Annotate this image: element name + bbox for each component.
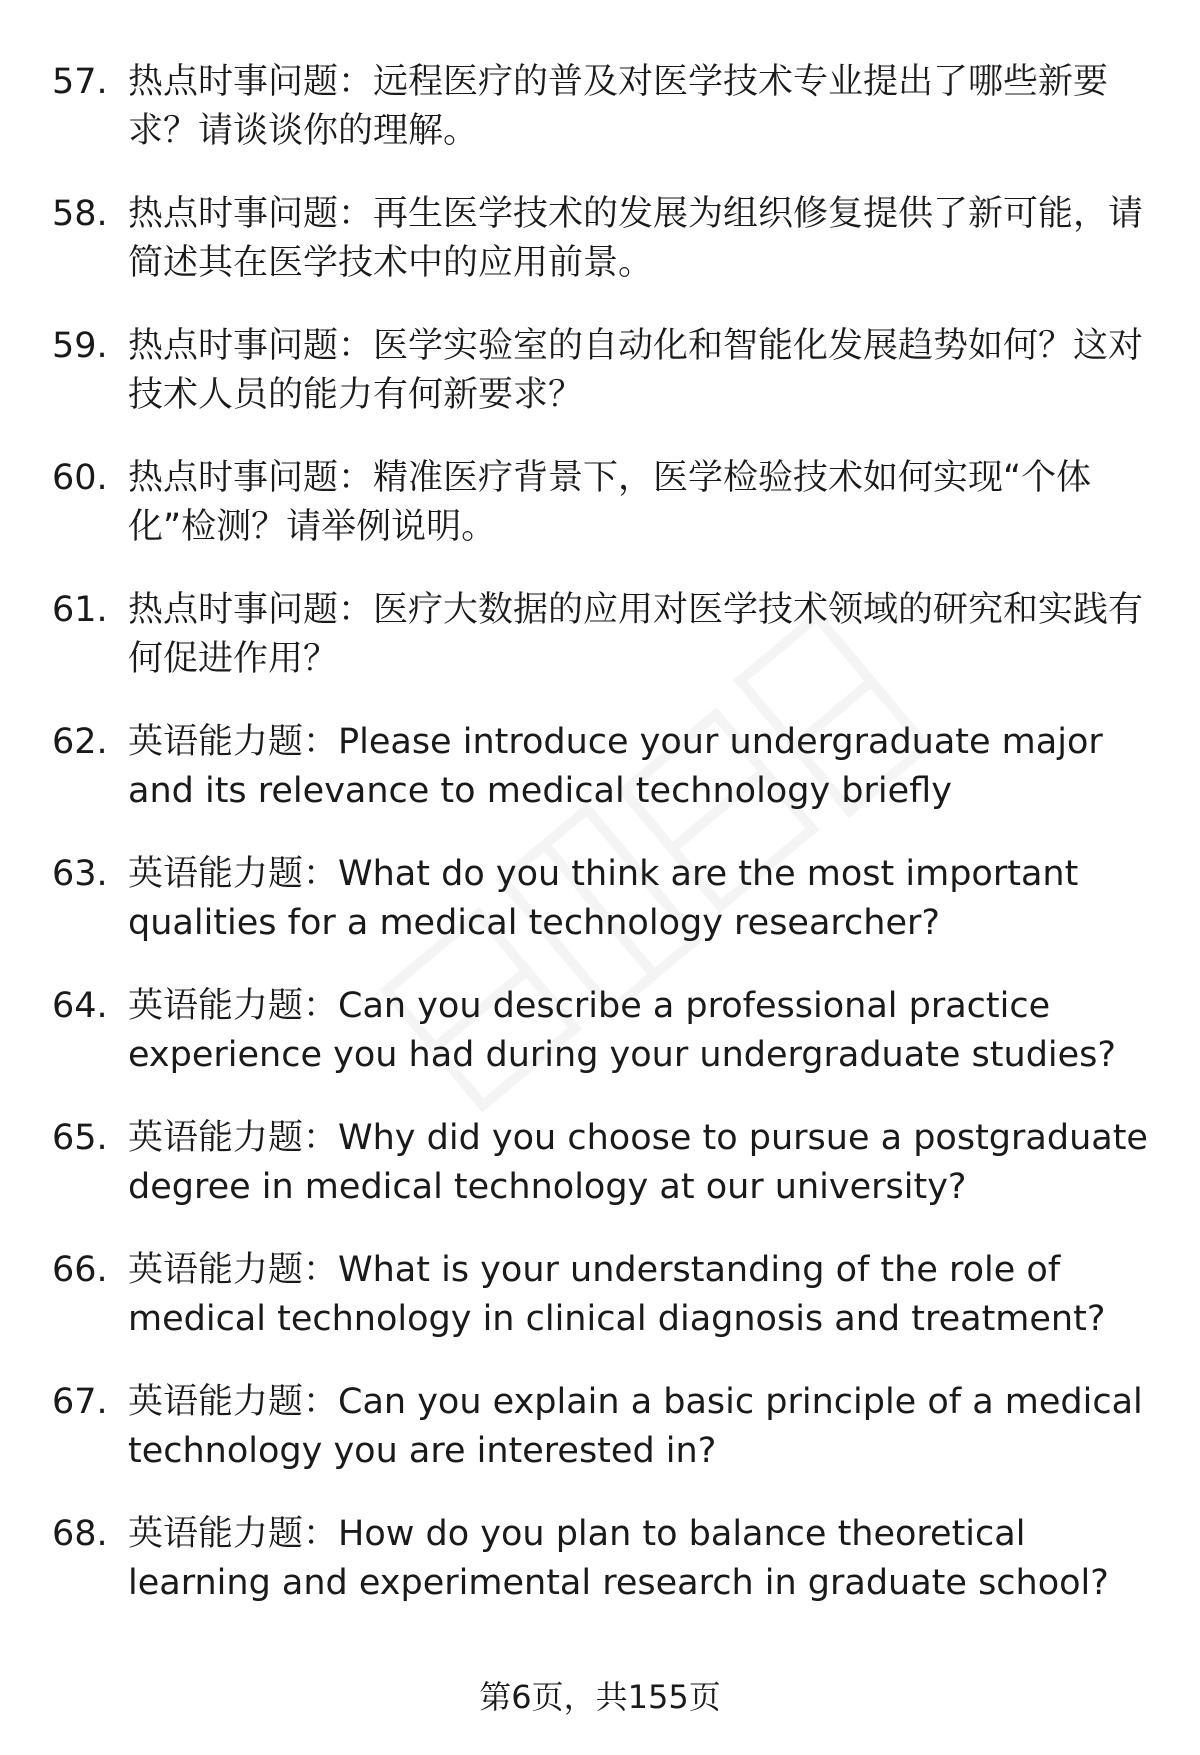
question-text: [128, 586, 1148, 684]
question-text: [128, 1114, 1148, 1212]
page-footer: [0, 1675, 1200, 1719]
question-body: 远程医疗的普及对医学技术专业提出了哪些新要求？请谈谈你的理解。: [128, 62, 1109, 151]
question-category: 热点时事问题：: [128, 194, 374, 234]
question-number: 66.: [52, 1250, 108, 1290]
question-number: 63.: [52, 854, 108, 894]
question-body: Can you describe a professional practice experience you had during your undergraduate studies?: [128, 986, 1116, 1075]
question-list: [0, 58, 1200, 1642]
question-category: 英语能力题：: [128, 722, 339, 762]
question-item: [0, 586, 1200, 718]
question-number: 67.: [52, 1382, 108, 1422]
question-number: 60.: [52, 458, 108, 498]
question-item: [0, 322, 1200, 454]
question-category: 热点时事问题：: [128, 590, 374, 630]
question-number: 64.: [52, 986, 108, 1026]
question-number: 61.: [52, 590, 108, 630]
question-category: 英语能力题：: [128, 1250, 339, 1290]
question-item: [0, 1378, 1200, 1510]
question-item: [0, 1114, 1200, 1246]
question-item: [0, 1246, 1200, 1378]
question-category: 热点时事问题：: [128, 458, 374, 498]
question-number: 57.: [52, 62, 108, 102]
question-item: [0, 850, 1200, 982]
question-category: 英语能力题：: [128, 1514, 339, 1554]
question-number: 68.: [52, 1514, 108, 1554]
question-text: [128, 322, 1148, 420]
question-body: 医疗大数据的应用对医学技术领域的研究和实践有何促进作用？: [128, 590, 1144, 679]
question-text: [128, 58, 1148, 156]
question-body: What is your understanding of the role of medical technology in clinical diagnosis and treatment?: [128, 1250, 1106, 1339]
question-text: [128, 454, 1148, 552]
question-category: 英语能力题：: [128, 854, 339, 894]
question-text: [128, 850, 1148, 948]
question-text: [128, 718, 1148, 816]
question-text: [128, 982, 1148, 1080]
question-body: 医学实验室的自动化和智能化发展趋势如何？这对技术人员的能力有何新要求？: [128, 326, 1144, 415]
question-category: 英语能力题：: [128, 986, 339, 1026]
question-category: 热点时事问题：: [128, 62, 374, 102]
question-number: 65.: [52, 1118, 108, 1158]
question-body: Why did you choose to pursue a postgraduate degree in medical technology at our university?: [128, 1118, 1148, 1207]
question-item: [0, 190, 1200, 322]
question-item: [0, 982, 1200, 1114]
question-category: 英语能力题：: [128, 1382, 339, 1422]
question-category: 英语能力题：: [128, 1118, 339, 1158]
question-body: Please introduce your undergraduate major and its relevance to medical technology briefly: [128, 722, 1103, 811]
question-category: 热点时事问题：: [128, 326, 374, 366]
question-item: [0, 58, 1200, 190]
question-body: What do you think are the most important qualities for a medical technology researcher?: [128, 854, 1079, 943]
question-text: [128, 1510, 1148, 1608]
question-item: [0, 1510, 1200, 1642]
question-number: 62.: [52, 722, 108, 762]
question-number: 59.: [52, 326, 108, 366]
question-body: How do you plan to balance theoretical learning and experimental research in graduate school?: [128, 1514, 1109, 1603]
question-body: 精准医疗背景下，医学检验技术如何实现“个体化”检测？请举例说明。: [128, 458, 1092, 547]
question-item: [0, 454, 1200, 586]
question-body: 再生医学技术的发展为组织修复提供了新可能，请简述其在医学技术中的应用前景。: [128, 194, 1144, 283]
page-number-label: 第6页，共155页: [479, 1678, 721, 1716]
question-text: [128, 1378, 1148, 1476]
question-item: [0, 718, 1200, 850]
question-text: [128, 190, 1148, 288]
question-body: Can you explain a basic principle of a medical technology you are interested in?: [128, 1382, 1143, 1471]
question-number: 58.: [52, 194, 108, 234]
question-text: [128, 1246, 1148, 1344]
